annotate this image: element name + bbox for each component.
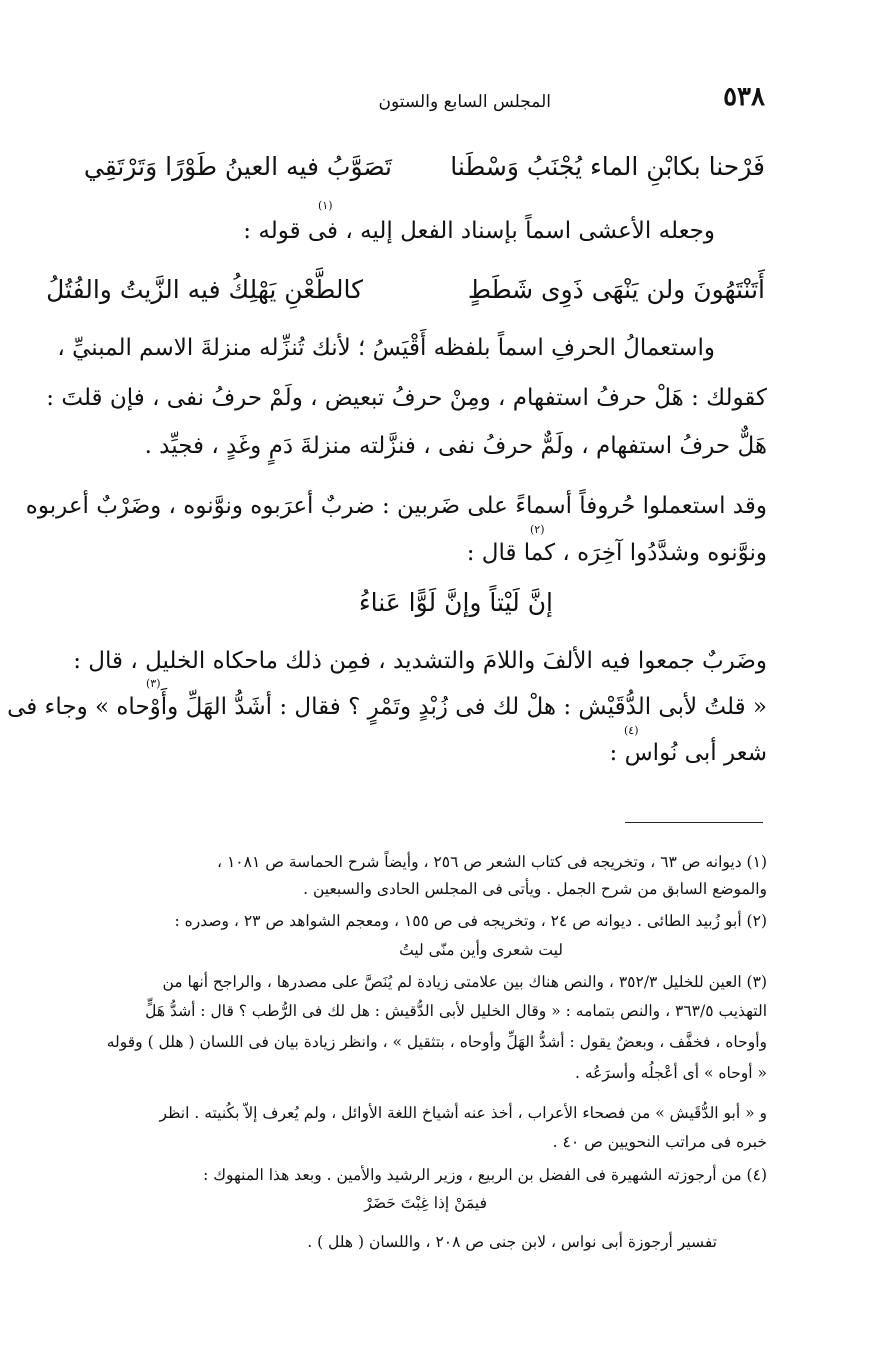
body-line-f: ونوَّنوه وشدَّدُوا آخِرَه ، كما قال : <box>466 540 767 566</box>
footnote-2-line-1: (٢) أبو زُبيد الطائى . ديوانه ص ٢٤ ، وتخريجه فى ص ١٥٥ ، ومعجم الشواهد ص ٢٣ ، وصدره : <box>174 912 767 930</box>
body-line-b: واستعمالُ الحرفِ اسماً بلفظه أَقْيَسُ ؛ لأنك تُنزِّله منزلةَ الاسم المبنيِّ ، <box>57 335 715 361</box>
footnote-3-line-3: وأوحاه ، فخفَّف ، وبعضٌ يقول : أشدُّ الهَلِّ وأوحاه ، بتثقيل » ، وانظر زيادة بيان فى اللسان ( هلل ) وقوله <box>106 1033 767 1051</box>
footnote-marker-4: (٤) <box>624 724 639 737</box>
running-header-title: المجلس السابع والستون <box>378 92 551 112</box>
body-line-c: كقولك : هَلْ حرفُ استفهام ، ومِنْ حرفُ تبعيض ، ولَمْ حرفُ نفى ، فإن قلتَ : <box>46 385 767 411</box>
body-line-g: وضَربٌ جمعوا فيه الألفَ واللامَ والتشديد ، فمِن ذلك ماحكاه الخليل ، قال : <box>73 648 767 674</box>
verse-2-second-hemistich: كالطَّعْنِ يَهْلِكُ فيه الزَّيتُ والفُتُلُ <box>46 275 363 304</box>
footnote-marker-3: (٣) <box>146 677 161 690</box>
footnote-3-line-2: التهذيب ٣٦٣/٥ ، والنص بتمامه : « وقال الخليل لأبى الدُّقيش : هل لك فى الرُّطب ؟ قال : أشدُّ هَلٍّ <box>145 1002 767 1020</box>
half-verse-quote: إنَّ لَيْتاً وإنَّ لَوًّا عَناءُ <box>358 588 553 617</box>
verse-1-first-hemistich: فَرْحنا بكابْنِ الماء يُجْنَبُ وَسْطَنا <box>450 152 765 181</box>
body-line-h: « قلتُ لأبى الدُّقَيْش : هلْ لك فى زُبْدٍ وتَمْرٍ ؟ فقال : أشَدُّ الهَلِّ وأَوْحاه » وجاء فى <box>7 694 767 720</box>
body-line-d: هَلٌّ حرفُ استفهام ، ولَمٌّ حرفُ نفى ، فنزَّلته منزلةَ دَمٍ وغَدٍ ، فجيِّد . <box>144 433 767 459</box>
footnote-3-line-4: « أوحاه » أى أعْجلُه وأسرَعُه . <box>574 1064 767 1082</box>
footnote-1-line-2: والموضع السابق من شرح الجمل . ويأتى فى المجلس الحادى والسبعين . <box>303 880 767 898</box>
body-line-e: وقد استعملوا حُروفاً أسماءً على ضَربين : ضربٌ أعرَبوه ونوَّنوه ، وضَرْبٌ أعربوه <box>25 493 767 519</box>
footnote-marker-1: (١) <box>318 199 333 212</box>
footnote-3-line-1: (٣) العين للخليل ٣٥٢/٣ ، والنص هناك بين علامتى زيادة لم يُنَصَّ على مصدرها ، والراجح أنها من <box>162 973 767 991</box>
body-line-a: وجعله الأعشى اسماً بإسناد الفعل إليه ، فى قوله : <box>243 218 715 244</box>
footnote-separator <box>625 822 763 823</box>
body-line-i: شعر أبى نُواس : <box>609 740 767 766</box>
footnote-1-line-1: (١) ديوانه ص ٦٣ ، وتخريجه فى كتاب الشعر ص ٢٥٦ ، وأيضاً شرح الحماسة ص ١٠٨١ ، <box>217 853 767 871</box>
footnote-4-line-3: تفسير أرجوزة أبى نواس ، لابن جنى ص ٢٠٨ ، واللسان ( هلل ) . <box>307 1233 717 1251</box>
page-number: ٥٣٨ <box>723 82 765 112</box>
footnote-4-verse: فيمَنْ إذا غِبْتَ حَضَرْ <box>364 1194 487 1212</box>
footnote-3-line-5: و « أبو الدُّقَيش » من فصحاء الأعراب ، أخذ عنه أشياخ اللغة الأوائل ، ولم يُعرف إلاّ بكُنيته . انظر <box>159 1104 767 1122</box>
footnote-4-line-1: (٤) من أرجوزته الشهيرة فى الفضل بن الربيع ، وزير الرشيد والأمين . وبعد هذا المنهوك : <box>203 1166 767 1184</box>
verse-1-second-hemistich: تَصَوَّبُ فيه العينُ طَوْرًا وَتَرْتَقِي <box>83 152 392 181</box>
footnote-marker-2: (٢) <box>530 523 545 536</box>
footnote-2-verse: ليت شعرى وأين منّى ليتُ <box>399 941 563 959</box>
footnote-3-line-6: خبره فى مراتب النحويين ص ٤٠ . <box>552 1133 767 1151</box>
verse-2-first-hemistich: أَتَنْتَهُونَ ولن يَنْهَى ذَوِى شَطَطٍ <box>467 275 765 304</box>
